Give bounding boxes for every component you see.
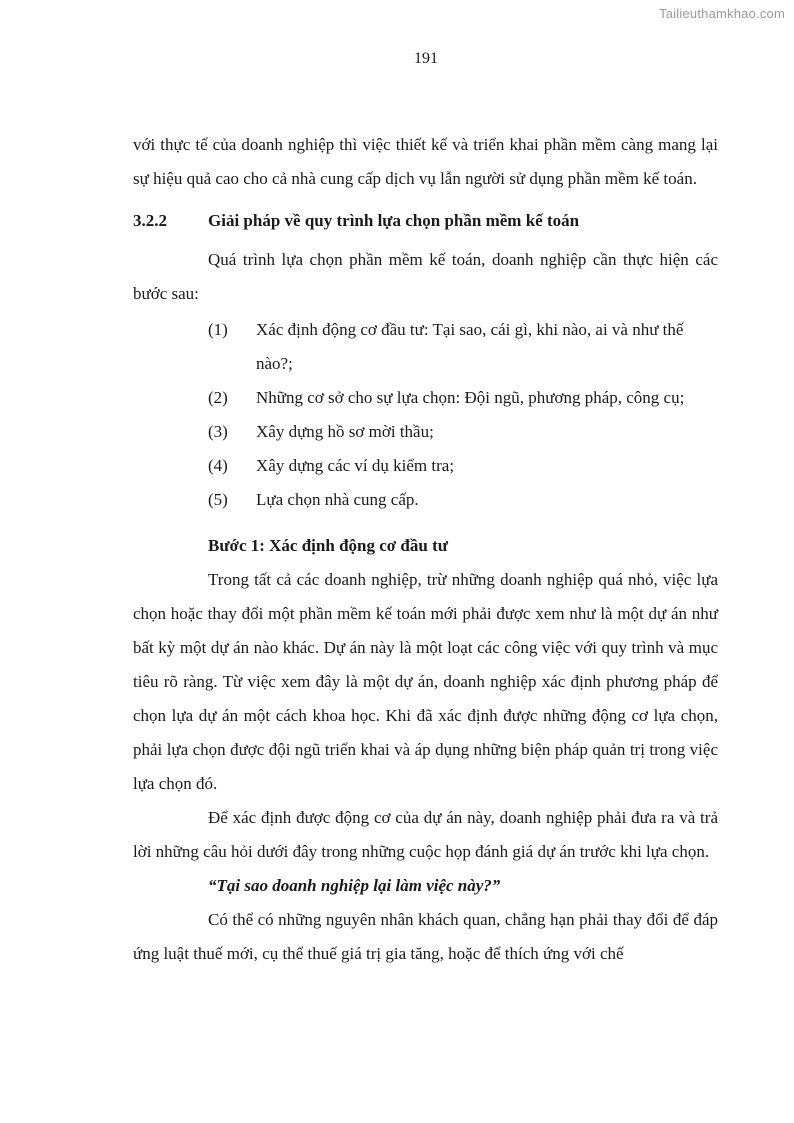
list-item [133,381,718,415]
list-item-number: (3) [208,422,228,441]
list-item-text: Xây dựng hồ sơ mời thầu; [256,422,434,441]
section-heading [133,204,718,238]
watermark: Tailieuthamkhao.com [659,6,785,21]
step1-paragraph-2: Để xác định được động cơ của dự án này, doanh nghiệp phải đưa ra và trả lời những câu hỏi dưới đây trong những cuộc họp đánh giá dự án trước khi lựa chọn. [133,808,718,861]
section-title: Giải pháp về quy trình lựa chọn phần mềm kế toán [208,211,580,230]
page-number: 191 [414,50,438,67]
list-item-text: Xác định động cơ đầu tư: Tại sao, cái gì, khi nào, ai và như thế nào?; [256,320,684,373]
step1-heading: Bước 1: Xác định động cơ đầu tư [208,536,448,555]
list-item-number: (2) [208,388,228,407]
intro-paragraph: với thực tế của doanh nghiệp thì việc thiết kế và triển khai phần mềm càng mang lại sự hiệu quả cao cho cả nhà cung cấp dịch vụ lẫn người sử dụng phần mềm kế toán. [133,135,718,188]
section-intro-paragraph: Quá trình lựa chọn phần mềm kế toán, doanh nghiệp cần thực hiện các bước sau: [133,250,718,303]
list-item-text: Xây dựng các ví dụ kiểm tra; [256,456,455,475]
final-paragraph: Có thể có những nguyên nhân khách quan, chẳng hạn phải thay đổi để đáp ứng luật thuế mới, cụ thể thuế giá trị gia tăng, hoặc để thích ứng với chế [133,910,718,963]
list-item-text: Lựa chọn nhà cung cấp. [256,490,419,509]
list-item [133,449,718,483]
list-item-text: Những cơ sở cho sự lựa chọn: Đội ngũ, phương pháp, công cụ; [256,388,685,407]
list-item [133,483,718,517]
list-item [133,313,718,381]
list-item-number: (1) [208,320,228,339]
list-item-number: (5) [208,490,228,509]
section-number: 3.2.2 [133,211,167,230]
list-item [133,415,718,449]
document-body [133,128,718,971]
list-item-number: (4) [208,456,228,475]
step1-paragraph-1: Trong tất cả các doanh nghiệp, trừ những doanh nghiệp quá nhỏ, việc lựa chọn hoặc thay đổi một phần mềm kế toán mới phải được xem như là một dự án như bất kỳ một dự án nào khác. Dự án này là một loạt các công việc với quy trình và mục tiêu rõ ràng. Từ việc xem đây là một dự án, doanh nghiệp xác định phương pháp để chọn lựa dự án một cách khoa học. Khi đã xác định được những động cơ lựa chọn, phải lựa chọn được đội ngũ triển khai và áp dụng những biện pháp quản trị trong việc lựa chọn đó. [133,570,718,793]
question-heading: “Tại sao doanh nghiệp lại làm việc này?” [208,876,501,895]
steps-list [133,313,718,517]
